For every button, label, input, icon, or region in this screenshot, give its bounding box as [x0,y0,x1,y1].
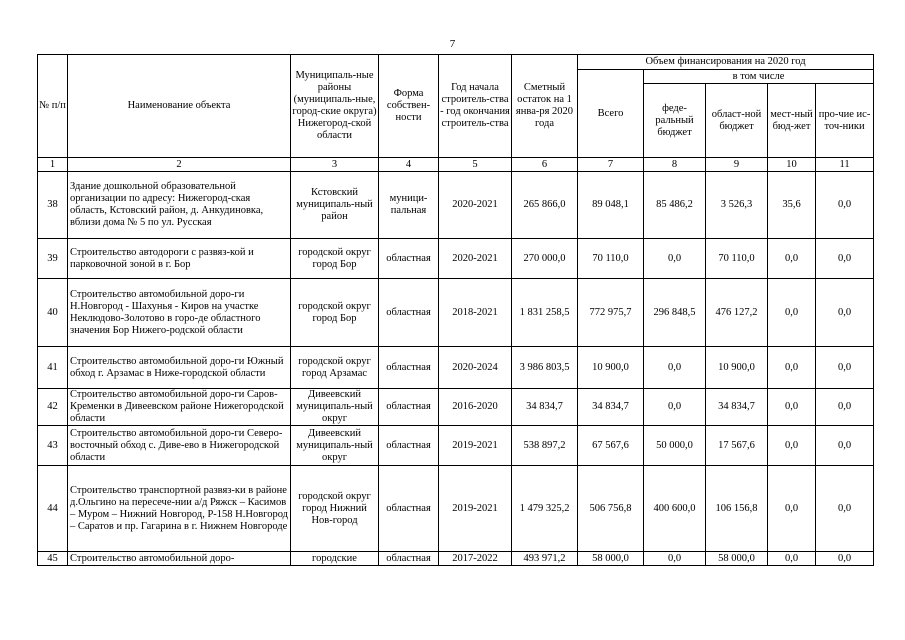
row-num: 40 [38,279,68,347]
column-number: 10 [768,158,816,172]
page-number: 7 [449,38,456,50]
row-num: 45 [38,552,68,566]
district-name: городской округ город Арзамас [291,347,379,389]
object-name: Здание дошкольной образовательной организации по адресу: Нижегород-ская область, Кстовский район, д. Анкудиновка, вблизи дома № 5 по ул. Русская [68,172,291,239]
object-name: Строительство автомобильной доро-ги Южный обход г. Арзамас в Ниже-городской области [68,347,291,389]
local-budget: 0,0 [768,466,816,552]
regional-budget: 3 526,3 [706,172,768,239]
estimated-remainder: 270 000,0 [512,239,578,279]
column-number: 9 [706,158,768,172]
district-name: Дивеевский муниципаль-ный округ [291,389,379,426]
ownership-form: областная [379,239,439,279]
column-number: 5 [439,158,512,172]
regional-budget: 476 127,2 [706,279,768,347]
regional-budget: 106 156,8 [706,466,768,552]
regional-budget: 34 834,7 [706,389,768,426]
financing-total: 67 567,6 [578,426,644,466]
district-name: городской округ город Бор [291,279,379,347]
column-number: 6 [512,158,578,172]
table-row [38,239,874,279]
header-years: Год начала строитель-ства - год окончания строитель-ства [439,55,512,158]
district-name: Кстовский муниципаль-ный район [291,172,379,239]
estimated-remainder: 493 971,2 [512,552,578,566]
local-budget: 0,0 [768,239,816,279]
estimated-remainder: 1 831 258,5 [512,279,578,347]
estimated-remainder: 34 834,7 [512,389,578,426]
financing-total: 506 756,8 [578,466,644,552]
other-sources: 0,0 [816,347,874,389]
federal-budget: 0,0 [644,347,706,389]
object-name: Строительство автомобильной доро- [68,552,291,566]
federal-budget: 296 848,5 [644,279,706,347]
table-row [38,347,874,389]
financing-table [37,54,874,566]
district-name: Дивеевский муниципаль-ный округ [291,426,379,466]
row-num: 43 [38,426,68,466]
district-name: городские [291,552,379,566]
other-sources: 0,0 [816,239,874,279]
header-financing: Объем финансирования на 2020 год [578,55,874,70]
ownership-form: областная [379,426,439,466]
column-number: 11 [816,158,874,172]
header-name: Наименование объекта [68,55,291,158]
ownership-form: областная [379,347,439,389]
financing-total: 70 110,0 [578,239,644,279]
financing-total: 34 834,7 [578,389,644,426]
regional-budget: 17 567,6 [706,426,768,466]
object-name: Строительство автодороги с развяз-кой и парковочной зоной в г. Бор [68,239,291,279]
ownership-form: муници-пальная [379,172,439,239]
table-row [38,389,874,426]
header-other: про-чие ис-точ-ники [816,84,874,158]
ownership-form: областная [379,552,439,566]
row-num: 42 [38,389,68,426]
column-number: 7 [578,158,644,172]
other-sources: 0,0 [816,466,874,552]
estimated-remainder: 1 479 325,2 [512,466,578,552]
header-num: № п/п [38,55,68,158]
table-row [38,279,874,347]
table-row [38,466,874,552]
construction-years: 2019-2021 [439,426,512,466]
header-district: Муниципаль-ные районы (муниципаль-ные, город-ские округа) Нижегород-ской области [291,55,379,158]
header-total: Всего [578,70,644,158]
other-sources: 0,0 [816,279,874,347]
header-ownership: Форма собствен-ности [379,55,439,158]
federal-budget: 50 000,0 [644,426,706,466]
local-budget: 0,0 [768,426,816,466]
district-name: городской округ город Нижний Нов-город [291,466,379,552]
row-num: 41 [38,347,68,389]
federal-budget: 400 600,0 [644,466,706,552]
estimated-remainder: 538 897,2 [512,426,578,466]
header-including: в том числе [644,70,874,84]
table-row [38,426,874,466]
header-local: мест-ный бюд-жет [768,84,816,158]
local-budget: 0,0 [768,279,816,347]
construction-years: 2016-2020 [439,389,512,426]
header-regional: област-ной бюджет [706,84,768,158]
construction-years: 2020-2021 [439,239,512,279]
local-budget: 0,0 [768,552,816,566]
financing-total: 89 048,1 [578,172,644,239]
ownership-form: областная [379,279,439,347]
construction-years: 2019-2021 [439,466,512,552]
financing-total: 772 975,7 [578,279,644,347]
regional-budget: 10 900,0 [706,347,768,389]
object-name: Строительство автомобильной доро-ги Северо-восточный обход с. Диве-ево в Нижегородской области [68,426,291,466]
other-sources: 0,0 [816,172,874,239]
ownership-form: областная [379,466,439,552]
construction-years: 2017-2022 [439,552,512,566]
regional-budget: 58 000,0 [706,552,768,566]
construction-years: 2020-2024 [439,347,512,389]
row-num: 44 [38,466,68,552]
header-federal: феде-ральный бюджет [644,84,706,158]
row-num: 38 [38,172,68,239]
object-name: Строительство автомобильной доро-ги Н.Новгород - Шахунья - Киров на участке Неклюдово-Золотово в горо-де областного значения Бор Нижего-родской области [68,279,291,347]
table-row [38,172,874,239]
district-name: городской округ город Бор [291,239,379,279]
other-sources: 0,0 [816,552,874,566]
regional-budget: 70 110,0 [706,239,768,279]
column-number: 2 [68,158,291,172]
federal-budget: 0,0 [644,239,706,279]
estimated-remainder: 3 986 803,5 [512,347,578,389]
federal-budget: 0,0 [644,389,706,426]
construction-years: 2018-2021 [439,279,512,347]
other-sources: 0,0 [816,389,874,426]
column-number: 3 [291,158,379,172]
column-numbers-row [38,158,874,172]
local-budget: 0,0 [768,389,816,426]
object-name: Строительство транспортной развяз-ки в районе д.Ольгино на пересече-нии а/д Ряжск – Касимов – Муром – Нижний Новгород, Р-158 Н.Новгород – Саратов и пр. Гагарина в г. Нижнем Новгороде [68,466,291,552]
local-budget: 35,6 [768,172,816,239]
table-row [38,552,874,566]
estimated-remainder: 265 866,0 [512,172,578,239]
financing-total: 10 900,0 [578,347,644,389]
financing-total: 58 000,0 [578,552,644,566]
construction-years: 2020-2021 [439,172,512,239]
row-num: 39 [38,239,68,279]
local-budget: 0,0 [768,347,816,389]
federal-budget: 0,0 [644,552,706,566]
column-number: 8 [644,158,706,172]
object-name: Строительство автомобильной доро-ги Саров-Кременки в Дивеевском районе Нижегородской области [68,389,291,426]
column-number: 4 [379,158,439,172]
other-sources: 0,0 [816,426,874,466]
header-remainder: Сметный остаток на 1 янва-ря 2020 года [512,55,578,158]
ownership-form: областная [379,389,439,426]
federal-budget: 85 486,2 [644,172,706,239]
column-number: 1 [38,158,68,172]
